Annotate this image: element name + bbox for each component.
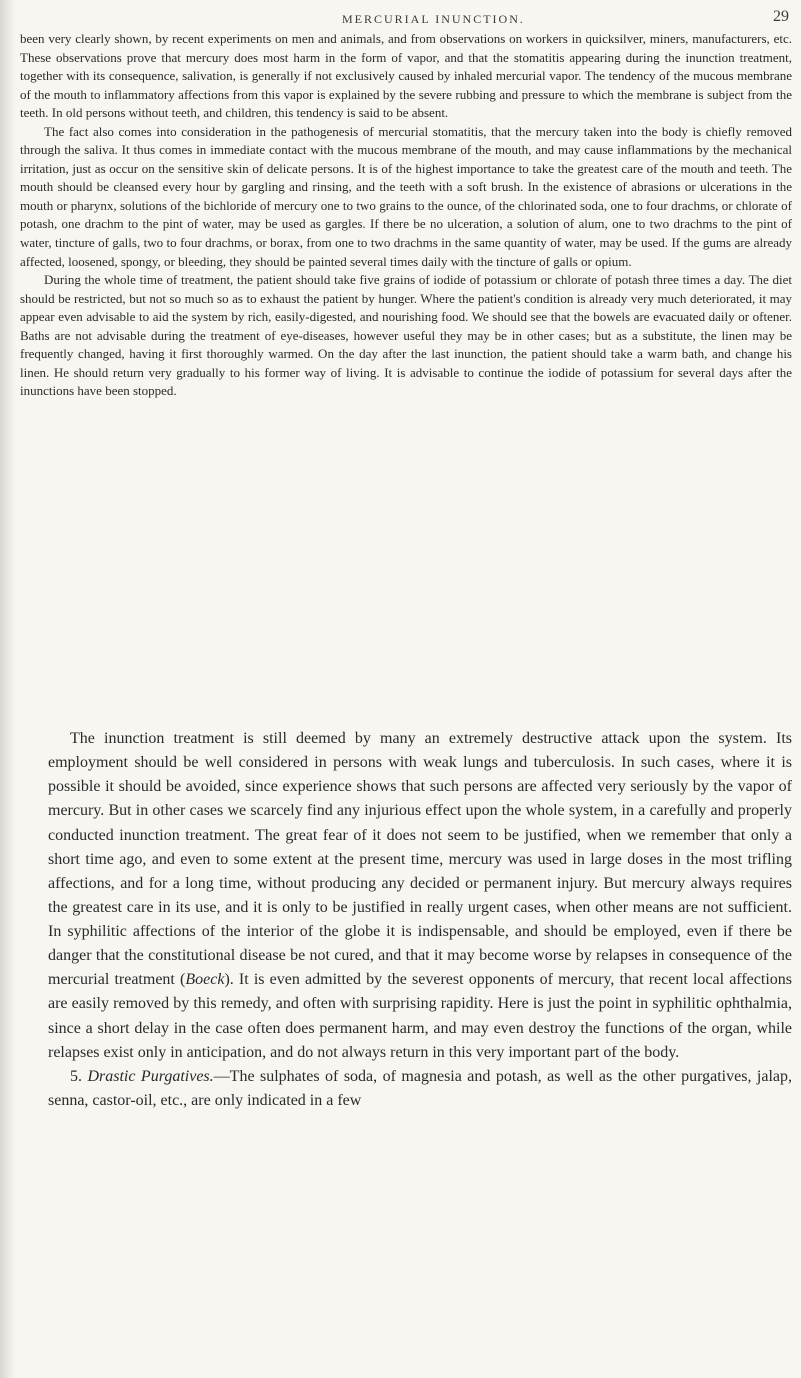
- large-print-section: [48, 727, 792, 1113]
- running-head: [0, 8, 801, 30]
- paragraph-treatment-diet: During the whole time of treatment, the patient should take five grains of iodide of potassium or chlorate of potash three times a day. The diet should be restricted, but not so much so as to exhaust the patient by hunger. Where the patient's condition is already very much deteriorated, it may appear even advisable to aid the system by rich, easily-digested, and nourishing food. We should see that the bowels are evacuated daily or oftener. Baths are not advisable during the treatment of eye-diseases, however useful they may be in other cases; but as a substitute, the linen may be frequently changed, having it first thoroughly warmed. On the day after the last inunction, the patient should take a warm bath, and change his linen. He should return very gradually to his former way of living. It is advisable to continue the iodide of potassium for several days after the inunctions have been stopped.: [20, 272, 792, 399]
- paragraph-text-part: The inunction treatment is still deemed by many an extremely destructive attack upon the system. Its employment should be well considered in persons with weak lungs and tuberculosis. In such cases, where it is possible it should be avoided, since experience shows that such persons are affected very seriously by the vapor of mercury. But in other cases we scarcely find any injurious effect upon the whole system, in a carefully and properly conducted inunction treatment. The great fear of it does not seem to be justified, when we remember that only a short time ago, and even to some extent at the present time, mercury was used in large doses in the most trifling affections, and for a long time, without producing any decided or permanent injury. But mercury always requires the greatest care in its use, and it is only to be justified in really urgent cases, when other means are not sufficient. In syphilitic affections of the interior of the globe it is indispensable, and should be employed, even if there be danger that the constitutional disease be not cured, and that it may become worse by relapses in consequence of the mercurial treatment (: [48, 730, 792, 989]
- paragraph-text-part: ). It is even admitted by the severest opponents of mercury, that recent local affections are easily removed by this remedy, and often with surprising rapidity. Here is just the point in syphilitic ophthalmia, since a short delay in the case often does permanent harm, and may even destroy the functions of the organ, while relapses exist only in anticipation, and do not always return in this very important part of the body.: [48, 971, 792, 1061]
- page-gutter-shadow: [0, 0, 16, 1378]
- running-head-title: MERCURIAL INUNCTION.: [342, 12, 525, 26]
- section-title: Drastic Purgatives.: [87, 1067, 214, 1085]
- paragraph-vapor-observations: been very clearly shown, by recent experiments on men and animals, and from observations on workers in quicksilver, miners, manufacturers, etc. These observations prove that mercury does most harm in the form of vapor, and that the stomatitis appearing during the inunction treatment, together with its consequence, salivation, is generally if not exclusively caused by inhaled mercurial vapor. The tendency of the mucous membrane of the mouth to inflammatory affections from this vapor is explained by the severe rubbing and pressure to which the membrane is subject from the teeth. In old persons without teeth, and children, this tendency is said to be absent.: [20, 31, 792, 121]
- small-print-section: [20, 30, 792, 401]
- paragraph-inunction-assessment: [48, 727, 792, 1065]
- section-number: 5.: [70, 1067, 88, 1085]
- paragraph-drastic-purgatives: [48, 1065, 792, 1113]
- paragraph-stomatitis-care: The fact also comes into consideration in the pathogenesis of mercurial stomatitis, that the mercury taken into the body is chiefly removed through the saliva. It thus comes in immediate contact with the mucous membrane of the mouth, and may cause inflammations by the mechanical irritation, just as occur on the sensitive skin of delicate persons. It is of the highest importance to take the greatest care of the mouth and teeth. The mouth should be cleansed every hour by gargling and rinsing, and the teeth with a soft brush. In the existence of abrasions or ulcerations in the mouth or pharynx, solutions of the bichloride of mercury one to two grains to the ounce, of the chlorinated soda, one to four drachms, or chlorate of potash, one drachm to the pint of water, may be used as gargles. If there be no ulceration, a solution of alum, one to two drachms to the pint of water, tincture of galls, two to four drachms, or borax, from one to two drachms in the same quantity of water, may be used. If the gums are already affected, loosened, spongy, or bleeding, they should be painted several times daily with the tincture of galls or opium.: [20, 123, 792, 269]
- citation-author: Boeck: [185, 971, 225, 989]
- page-number: 29: [773, 8, 789, 25]
- paragraph-text-part: —The sulphates of soda, of magnesia and potash, as well as the other purgatives, jalap, senna, castor-oil, etc., are only indicated in a few: [48, 1067, 793, 1109]
